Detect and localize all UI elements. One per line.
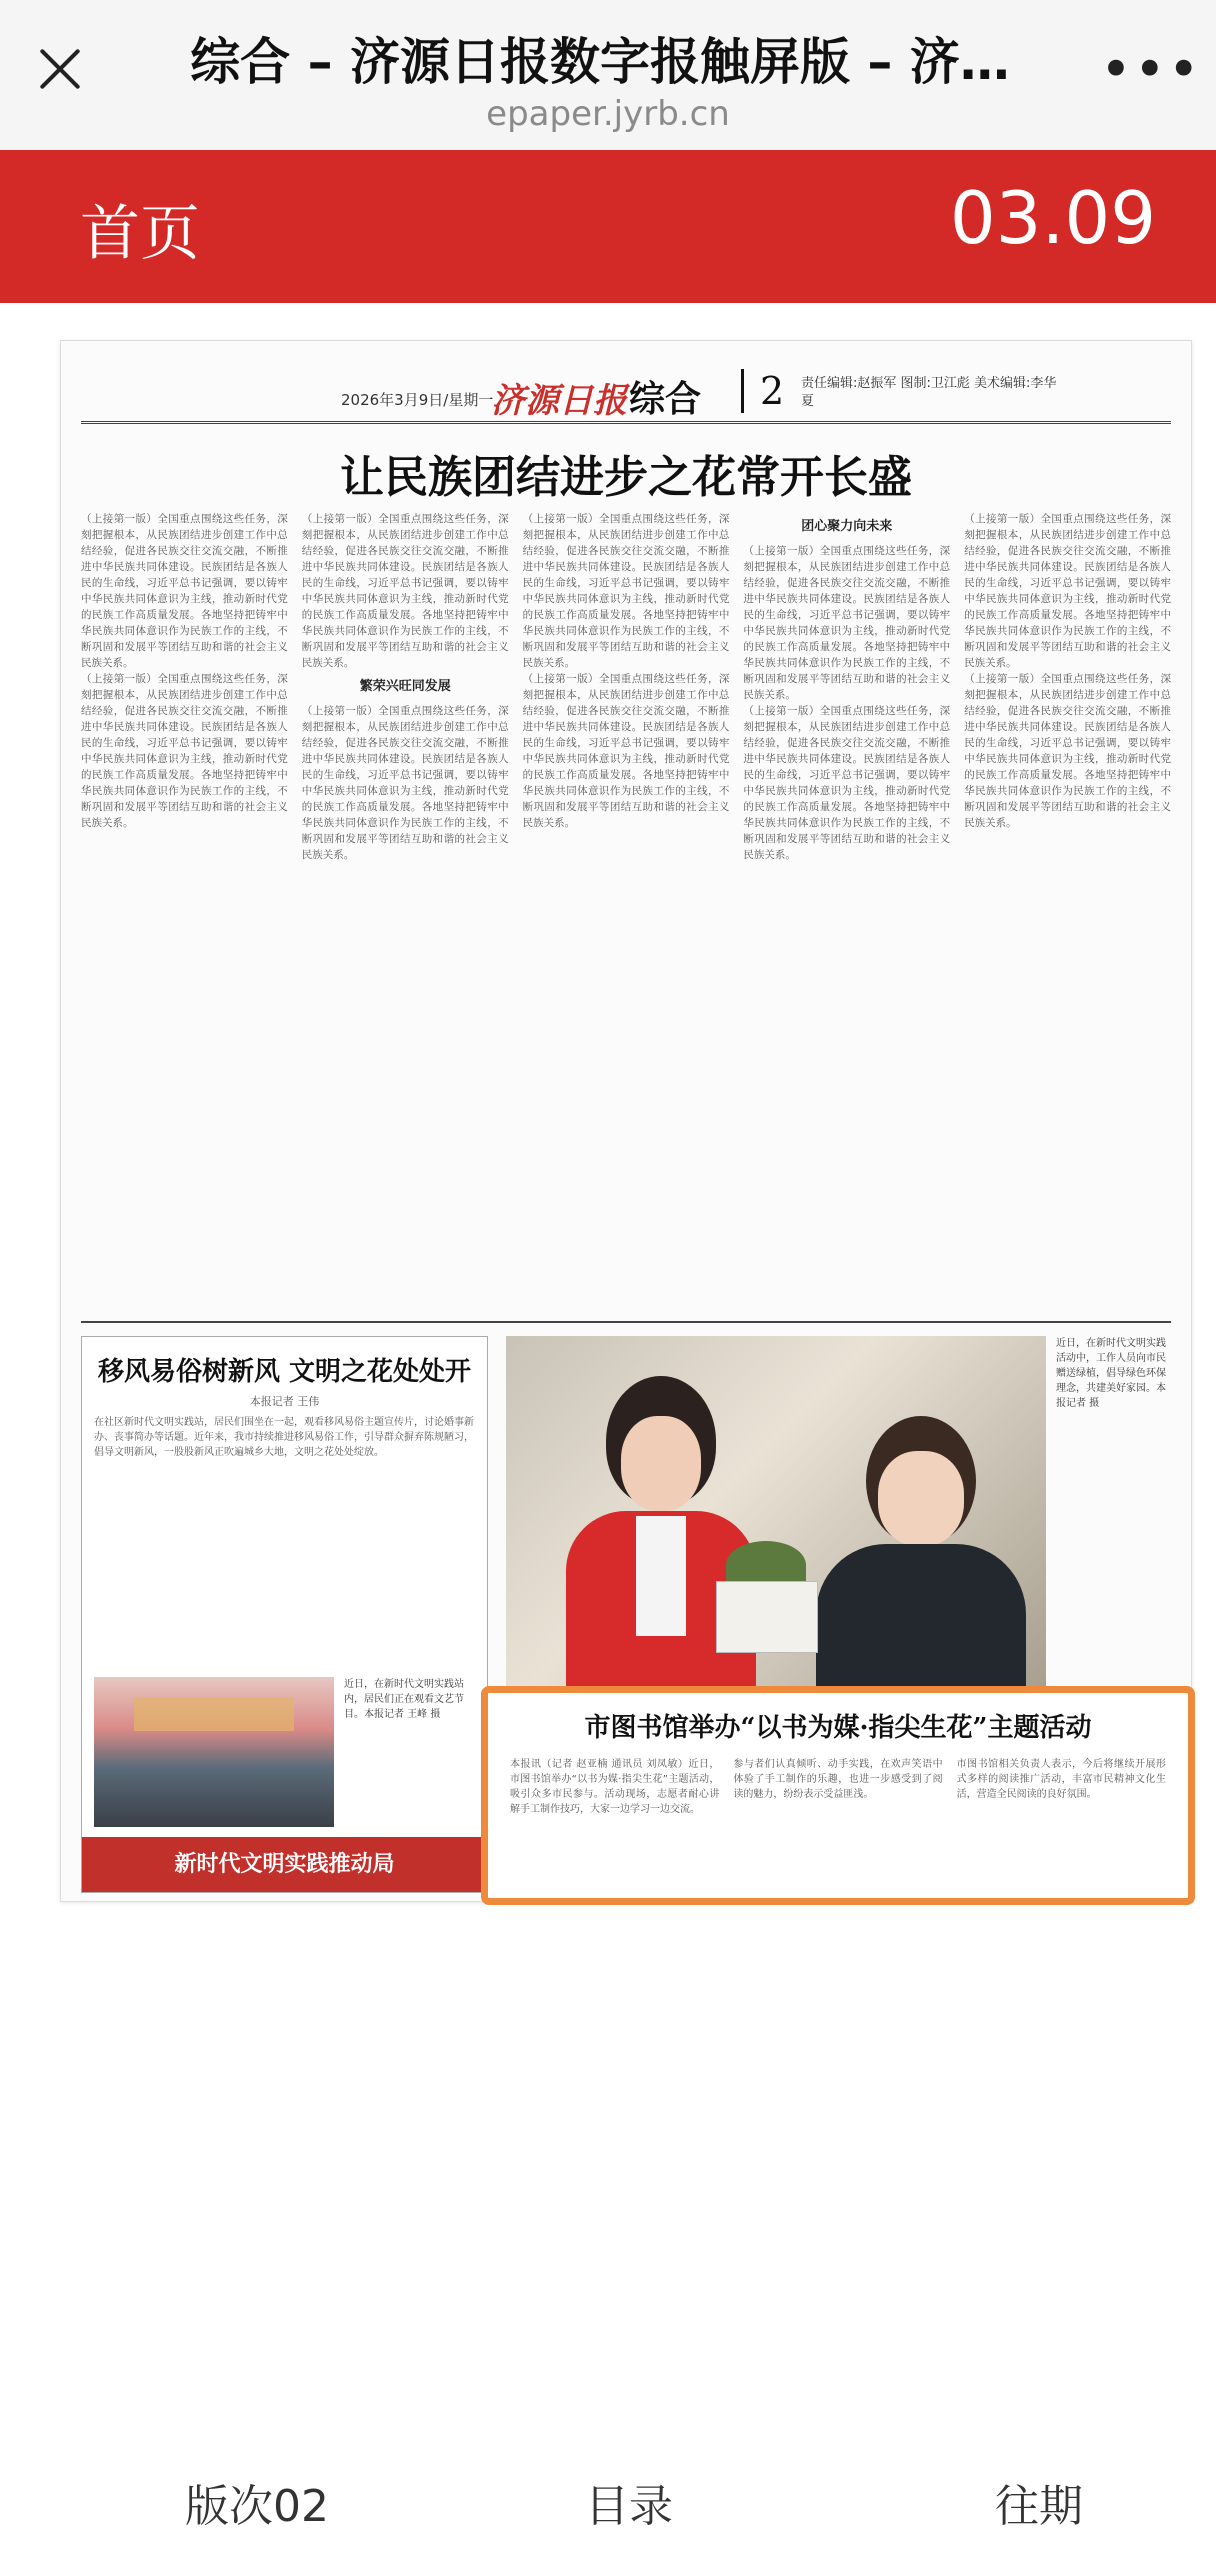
lead-story-text: （上接第一版）全国重点围绕这些任务，深刻把握根本，从民族团结进步创建工作中总结经验，促进各民族交往交流交融，不断推进中华民族共同体建设。民族团结是各族人民的生命线，习近平总书记强调，要以铸牢中华民族共同体意识为主线，推动新时代党的民族工作高质量发展。各地坚持把铸牢中华民族共同体意识作为民族工作的主线，不断巩固和发展平等团结互助和谐的社会主义民族关系。 bbox=[964, 673, 1171, 829]
lead-headline[interactable]: 让民族团结进步之花常开长盛 bbox=[340, 452, 912, 503]
person-citizen bbox=[806, 1416, 1026, 1726]
page-title: 综合 – 济源日报数字报触屏版 – 济… bbox=[190, 33, 1010, 91]
lead-story-text: （上接第一版）全国重点围绕这些任务，深刻把握根本，从民族团结进步创建工作中总结经验，促进各民族交往交流交融，不断推进中华民族共同体建设。民族团结是各族人民的生命线，习近平总书记强调，要以铸牢中华民族共同体意识为主线，推动新时代党的民族工作高质量发展。各地坚持把铸牢中华民族共同体意识作为民族工作的主线，不断巩固和发展平等团结互助和谐的社会主义民族关系。 bbox=[522, 673, 730, 829]
lead-story-column bbox=[964, 511, 1171, 1311]
issue-date: 03.09 bbox=[949, 176, 1156, 260]
highlighted-story-body bbox=[510, 1757, 1166, 1887]
story-civilization[interactable] bbox=[81, 1336, 488, 1893]
close-icon[interactable] bbox=[30, 40, 90, 100]
news-photo-caption: 近日，在新时代文明实践活动中，工作人员向市民赠送绿植，倡导绿色环保理念，共建美好家园。本报记者 摄 bbox=[1056, 1338, 1166, 1409]
lead-story-text: （上接第一版）全国重点围绕这些任务，深刻把握根本，从民族团结进步创建工作中总结经验，促进各民族交往交流交融，不断推进中华民族共同体建设。民族团结是各族人民的生命线，习近平总书记强调，要以铸牢中华民族共同体意识为主线，推动新时代党的民族工作高质量发展。各地坚持把铸牢中华民族共同体意识作为民族工作的主线，不断巩固和发展平等团结互助和谐的社会主义民族关系。 bbox=[964, 513, 1171, 669]
story-civilization-byline: 本报记者 王伟 bbox=[249, 1395, 320, 1408]
nav-past-issues[interactable]: 往期 bbox=[995, 2481, 1083, 2532]
browser-top-bar bbox=[0, 0, 1216, 150]
bottom-nav bbox=[0, 2440, 1216, 2572]
newspaper-logo: 济源日报 bbox=[491, 381, 627, 421]
lead-story-column bbox=[523, 511, 730, 1311]
lead-story-text: （上接第一版）全国重点围绕这些任务，深刻把握根本，从民族团结进步创建工作中总结经验，促进各民族交往交流交融，不断推进中华民族共同体建设。民族团结是各族人民的生命线，习近平总书记强调，要以铸牢中华民族共同体意识为主线，推动新时代党的民族工作高质量发展。各地坚持把铸牢中华民族共同体意识作为民族工作的主线，不断巩固和发展平等团结互助和谐的社会主义民族关系。 bbox=[81, 513, 288, 669]
newspaper-page[interactable] bbox=[60, 340, 1192, 1902]
person-volunteer bbox=[566, 1376, 756, 1726]
story-civilization-footer: 新时代文明实践推动局 bbox=[82, 1837, 487, 1892]
lead-story-text: （上接第一版）全国重点围绕这些任务，深刻把握根本，从民族团结进步创建工作中总结经验，促进各民族交往交流交融，不断推进中华民族共同体建设。民族团结是各族人民的生命线，习近平总书记强调，要以铸牢中华民族共同体意识为主线，推动新时代党的民族工作高质量发展。各地坚持把铸牢中华民族共同体意识作为民族工作的主线，不断巩固和发展平等团结互助和谐的社会主义民族关系。 bbox=[301, 705, 509, 861]
page-url[interactable]: epaper.jyrb.cn bbox=[486, 94, 730, 134]
plant-pot bbox=[716, 1581, 818, 1653]
lead-story-columns[interactable] bbox=[81, 511, 1171, 1311]
column-subhead: 繁荣兴旺同发展 bbox=[359, 679, 451, 694]
lead-story-text: （上接第一版）全国重点围绕这些任务，深刻把握根本，从民族团结进步创建工作中总结经验，促进各民族交往交流交融，不断推进中华民族共同体建设。民族团结是各族人民的生命线，习近平总书记强调，要以铸牢中华民族共同体意识为主线，推动新时代党的民族工作高质量发展。各地坚持把铸牢中华民族共同体意识作为民族工作的主线，不断巩固和发展平等团结互助和谐的社会主义民族关系。 bbox=[743, 705, 951, 861]
page-number: 2 bbox=[741, 369, 784, 413]
lead-story-text: （上接第一版）全国重点围绕这些任务，深刻把握根本，从民族团结进步创建工作中总结经验，促进各民族交往交流交融，不断推进中华民族共同体建设。民族团结是各族人民的生命线，习近平总书记强调，要以铸牢中华民族共同体意识为主线，推动新时代党的民族工作高质量发展。各地坚持把铸牢中华民族共同体意识作为民族工作的主线，不断巩固和发展平等团结互助和谐的社会主义民族关系。 bbox=[522, 513, 730, 669]
highlighted-story-title: 市图书馆举办“以书为媒·指尖生花”主题活动 bbox=[584, 1713, 1092, 1743]
highlighted-story-col: 市图书馆相关负责人表示，今后将继续开展形式多样的阅读推广活动，丰富市民精神文化生活，营造全民阅读的良好氛围。 bbox=[956, 1759, 1166, 1800]
column-subhead: 团心聚力向未来 bbox=[801, 519, 893, 534]
lead-story-column bbox=[743, 511, 950, 1311]
news-photo[interactable] bbox=[506, 1336, 1046, 1726]
masthead-date: 2026年3月9日/星期一 bbox=[341, 391, 494, 409]
highlighted-story-col: 参与者们认真倾听、动手实践，在欢声笑语中体验了手工制作的乐趣，也进一步感受到了阅读的魅力，纷纷表示受益匪浅。 bbox=[733, 1759, 943, 1800]
story-civilization-body: 在社区新时代文明实践站，居民们围坐在一起，观看移风易俗主题宣传片，讨论婚事新办、丧事简办等话题。近年来，我市持续推进移风易俗工作，引导群众摒弃陈规陋习，倡导文明新风，一股股新风正吹遍城乡大地，文明之花处处绽放。 bbox=[94, 1417, 474, 1458]
site-header bbox=[0, 150, 1216, 303]
banner-decoration bbox=[134, 1697, 294, 1731]
lead-story-column bbox=[81, 511, 288, 1311]
story-civilization-photo bbox=[94, 1677, 334, 1827]
section-divider bbox=[81, 1321, 1171, 1323]
home-link[interactable]: 首页 bbox=[80, 199, 200, 269]
highlighted-story[interactable] bbox=[481, 1686, 1195, 1905]
more-icon[interactable]: ••• bbox=[1100, 38, 1202, 101]
story-civilization-title: 移风易俗树新风 文明之花处处开 bbox=[97, 1357, 472, 1387]
nav-contents[interactable]: 目录 bbox=[585, 2481, 673, 2532]
lead-story-text: （上接第一版）全国重点围绕这些任务，深刻把握根本，从民族团结进步创建工作中总结经验，促进各民族交往交流交融，不断推进中华民族共同体建设。民族团结是各族人民的生命线，习近平总书记强调，要以铸牢中华民族共同体意识为主线，推动新时代党的民族工作高质量发展。各地坚持把铸牢中华民族共同体意识作为民族工作的主线，不断巩固和发展平等团结互助和谐的社会主义民族关系。 bbox=[81, 673, 288, 829]
lead-story-text: （上接第一版）全国重点围绕这些任务，深刻把握根本，从民族团结进步创建工作中总结经验，促进各民族交往交流交融，不断推进中华民族共同体建设。民族团结是各族人民的生命线，习近平总书记强调，要以铸牢中华民族共同体意识为主线，推动新时代党的民族工作高质量发展。各地坚持把铸牢中华民族共同体意识作为民族工作的主线，不断巩固和发展平等团结互助和谐的社会主义民族关系。 bbox=[743, 545, 951, 701]
editors-credit: 责任编辑:赵振军 图制:卫江彪 美术编辑:李华夏 bbox=[801, 376, 1057, 409]
lead-story-text: （上接第一版）全国重点围绕这些任务，深刻把握根本，从民族团结进步创建工作中总结经验，促进各民族交往交流交融，不断推进中华民族共同体建设。民族团结是各族人民的生命线，习近平总书记强调，要以铸牢中华民族共同体意识为主线，推动新时代党的民族工作高质量发展。各地坚持把铸牢中华民族共同体意识作为民族工作的主线，不断巩固和发展平等团结互助和谐的社会主义民族关系。 bbox=[301, 513, 509, 669]
highlighted-story-col: 本报讯（记者 赵亚楠 通讯员 刘凤敏）近日，市图书馆举办“以书为媒·指尖生花”主题活动，吸引众多市民参与。活动现场，志愿者耐心讲解手工制作技巧，大家一边学习一边交流。 bbox=[510, 1759, 720, 1815]
story-civilization-caption: 近日，在新时代文明实践站内，居民们正在观看文艺节目。本报记者 王峰 摄 bbox=[344, 1679, 464, 1720]
section-name: 综合 bbox=[629, 378, 702, 420]
masthead bbox=[81, 361, 1171, 424]
nav-edition[interactable]: 版次02 bbox=[185, 2481, 329, 2532]
lead-story-column bbox=[302, 511, 509, 1311]
